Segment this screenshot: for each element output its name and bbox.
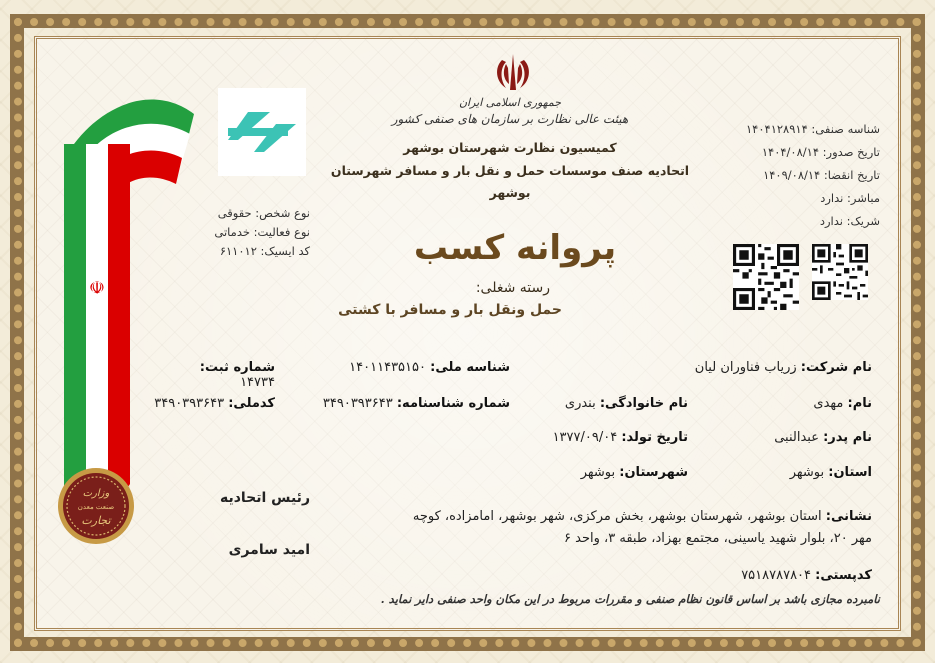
province-value: بوشهر <box>789 465 825 480</box>
id-no-value: ۳۴۹۰۳۹۳۶۴۳ <box>322 396 393 411</box>
address-row <box>396 506 872 550</box>
svg-text:صنعت معدن: صنعت معدن <box>77 503 115 511</box>
company-row <box>580 360 872 375</box>
national-code-label: کدملی: <box>228 396 275 411</box>
reg-no-label: شماره ثبت: <box>199 360 275 375</box>
national-code-value: ۳۴۹۰۳۹۳۶۴۳ <box>154 396 225 411</box>
national-id-row <box>330 360 510 375</box>
province-label: استان: <box>828 465 872 480</box>
birth-row <box>520 430 688 445</box>
postal-value: ۷۵۱۸۷۸۷۸۰۴ <box>741 568 812 583</box>
father-row <box>700 430 872 445</box>
manager: مباشر: ندارد <box>820 191 880 205</box>
id-no-label: شماره شناسنامه: <box>396 396 510 411</box>
reg-no-value: ۱۴۷۳۴ <box>240 375 275 390</box>
license-meta <box>720 118 880 233</box>
family-label: نام خانوادگی: <box>599 396 688 411</box>
name-value: مهدی <box>813 396 844 411</box>
trade-label: رسته شغلی: <box>475 280 550 296</box>
header-commission: کمیسیون نظارت شهرستان بوشهر <box>403 140 617 155</box>
father-label: نام پدر: <box>823 430 872 445</box>
company-label: نام شرکت: <box>800 360 872 375</box>
family-row <box>520 396 688 411</box>
svg-text:وزارت: وزارت <box>82 488 110 499</box>
city-label: شهرستان: <box>619 465 688 480</box>
header-union: اتحادیه صنف موسسات حمل و نقل بار و مسافر شهرستان بوشهر <box>330 163 690 200</box>
postal-row <box>600 568 872 583</box>
expiry-date: تاریخ انقضا: ۱۴۰۹/۰۸/۱۴ <box>763 168 880 182</box>
ministry-seal-icon <box>56 466 136 546</box>
svg-text:تجارت: تجارت <box>81 514 111 527</box>
guild-id: شناسه صنفی: ۱۴۰۴۱۲۸۹۱۴ <box>745 122 880 136</box>
header-republic: جمهوری اسلامی ایران <box>458 96 562 109</box>
id-no-row <box>296 396 510 411</box>
iran-emblem-icon <box>488 50 538 94</box>
name-label: نام: <box>847 396 872 411</box>
national-code-row <box>150 396 275 411</box>
qr-code-small-icon[interactable] <box>812 244 868 300</box>
national-id-label: شناسه ملی: <box>430 360 510 375</box>
city-value: بوشهر <box>580 465 616 480</box>
family-value: بندری <box>564 396 596 411</box>
father-value: عبدالنبی <box>774 430 819 445</box>
signatory-name: امید سامری <box>228 542 310 558</box>
postal-label: کدپستی: <box>815 568 872 583</box>
page-title: پروانه کسب <box>413 228 617 268</box>
national-id-value: ۱۴۰۱۱۴۳۵۱۵۰ <box>349 360 426 375</box>
header-board: هیئت عالی نظارت بر سازمان های صنفی کشور <box>391 112 629 126</box>
activity-meta <box>200 204 310 261</box>
qr-code-icon[interactable] <box>733 244 799 310</box>
address-label: نشانی: <box>825 509 872 524</box>
issue-date: تاریخ صدور: ۱۴۰۴/۰۸/۱۴ <box>761 145 880 159</box>
isic-code: کد ایسیک: ۶۱۱۰۱۲ <box>219 244 310 258</box>
svg-text:☫: ☫ <box>88 278 106 299</box>
reg-no-row <box>170 360 275 390</box>
trade-value: حمل ونقل بار و مسافر با کشتی <box>338 302 562 318</box>
birth-label: تاریخ تولد: <box>621 430 688 445</box>
birth-value: ۱۳۷۷/۰۹/۰۴ <box>552 430 618 445</box>
activity-type: نوع فعالیت: خدماتی <box>214 225 310 239</box>
footer-note: نامبرده مجازی باشد بر اساس قانون نظام صنفی و مقررات مربوط در این مکان واحد صنفی دایر نماید . <box>380 592 880 606</box>
company-value: زریاب فناوران لیان <box>694 360 797 375</box>
signatory-role: رئیس اتحادیه <box>219 490 310 506</box>
address-value: استان بوشهر، شهرستان بوشهر، بخش مرکزی، شهر بوشهر، امامزاده، کوچه مهر ۲۰، بلوار شهید یاسینی، مجتمع بهزاد، طبقه ۳، واحد ۶ <box>412 509 872 546</box>
person-type: نوع شخص: حقوقی <box>217 206 310 220</box>
name-row <box>700 396 872 411</box>
city-row <box>520 465 688 480</box>
partner: شریک: ندارد <box>819 214 880 228</box>
company-logo-icon <box>218 88 306 176</box>
province-row <box>700 465 872 480</box>
